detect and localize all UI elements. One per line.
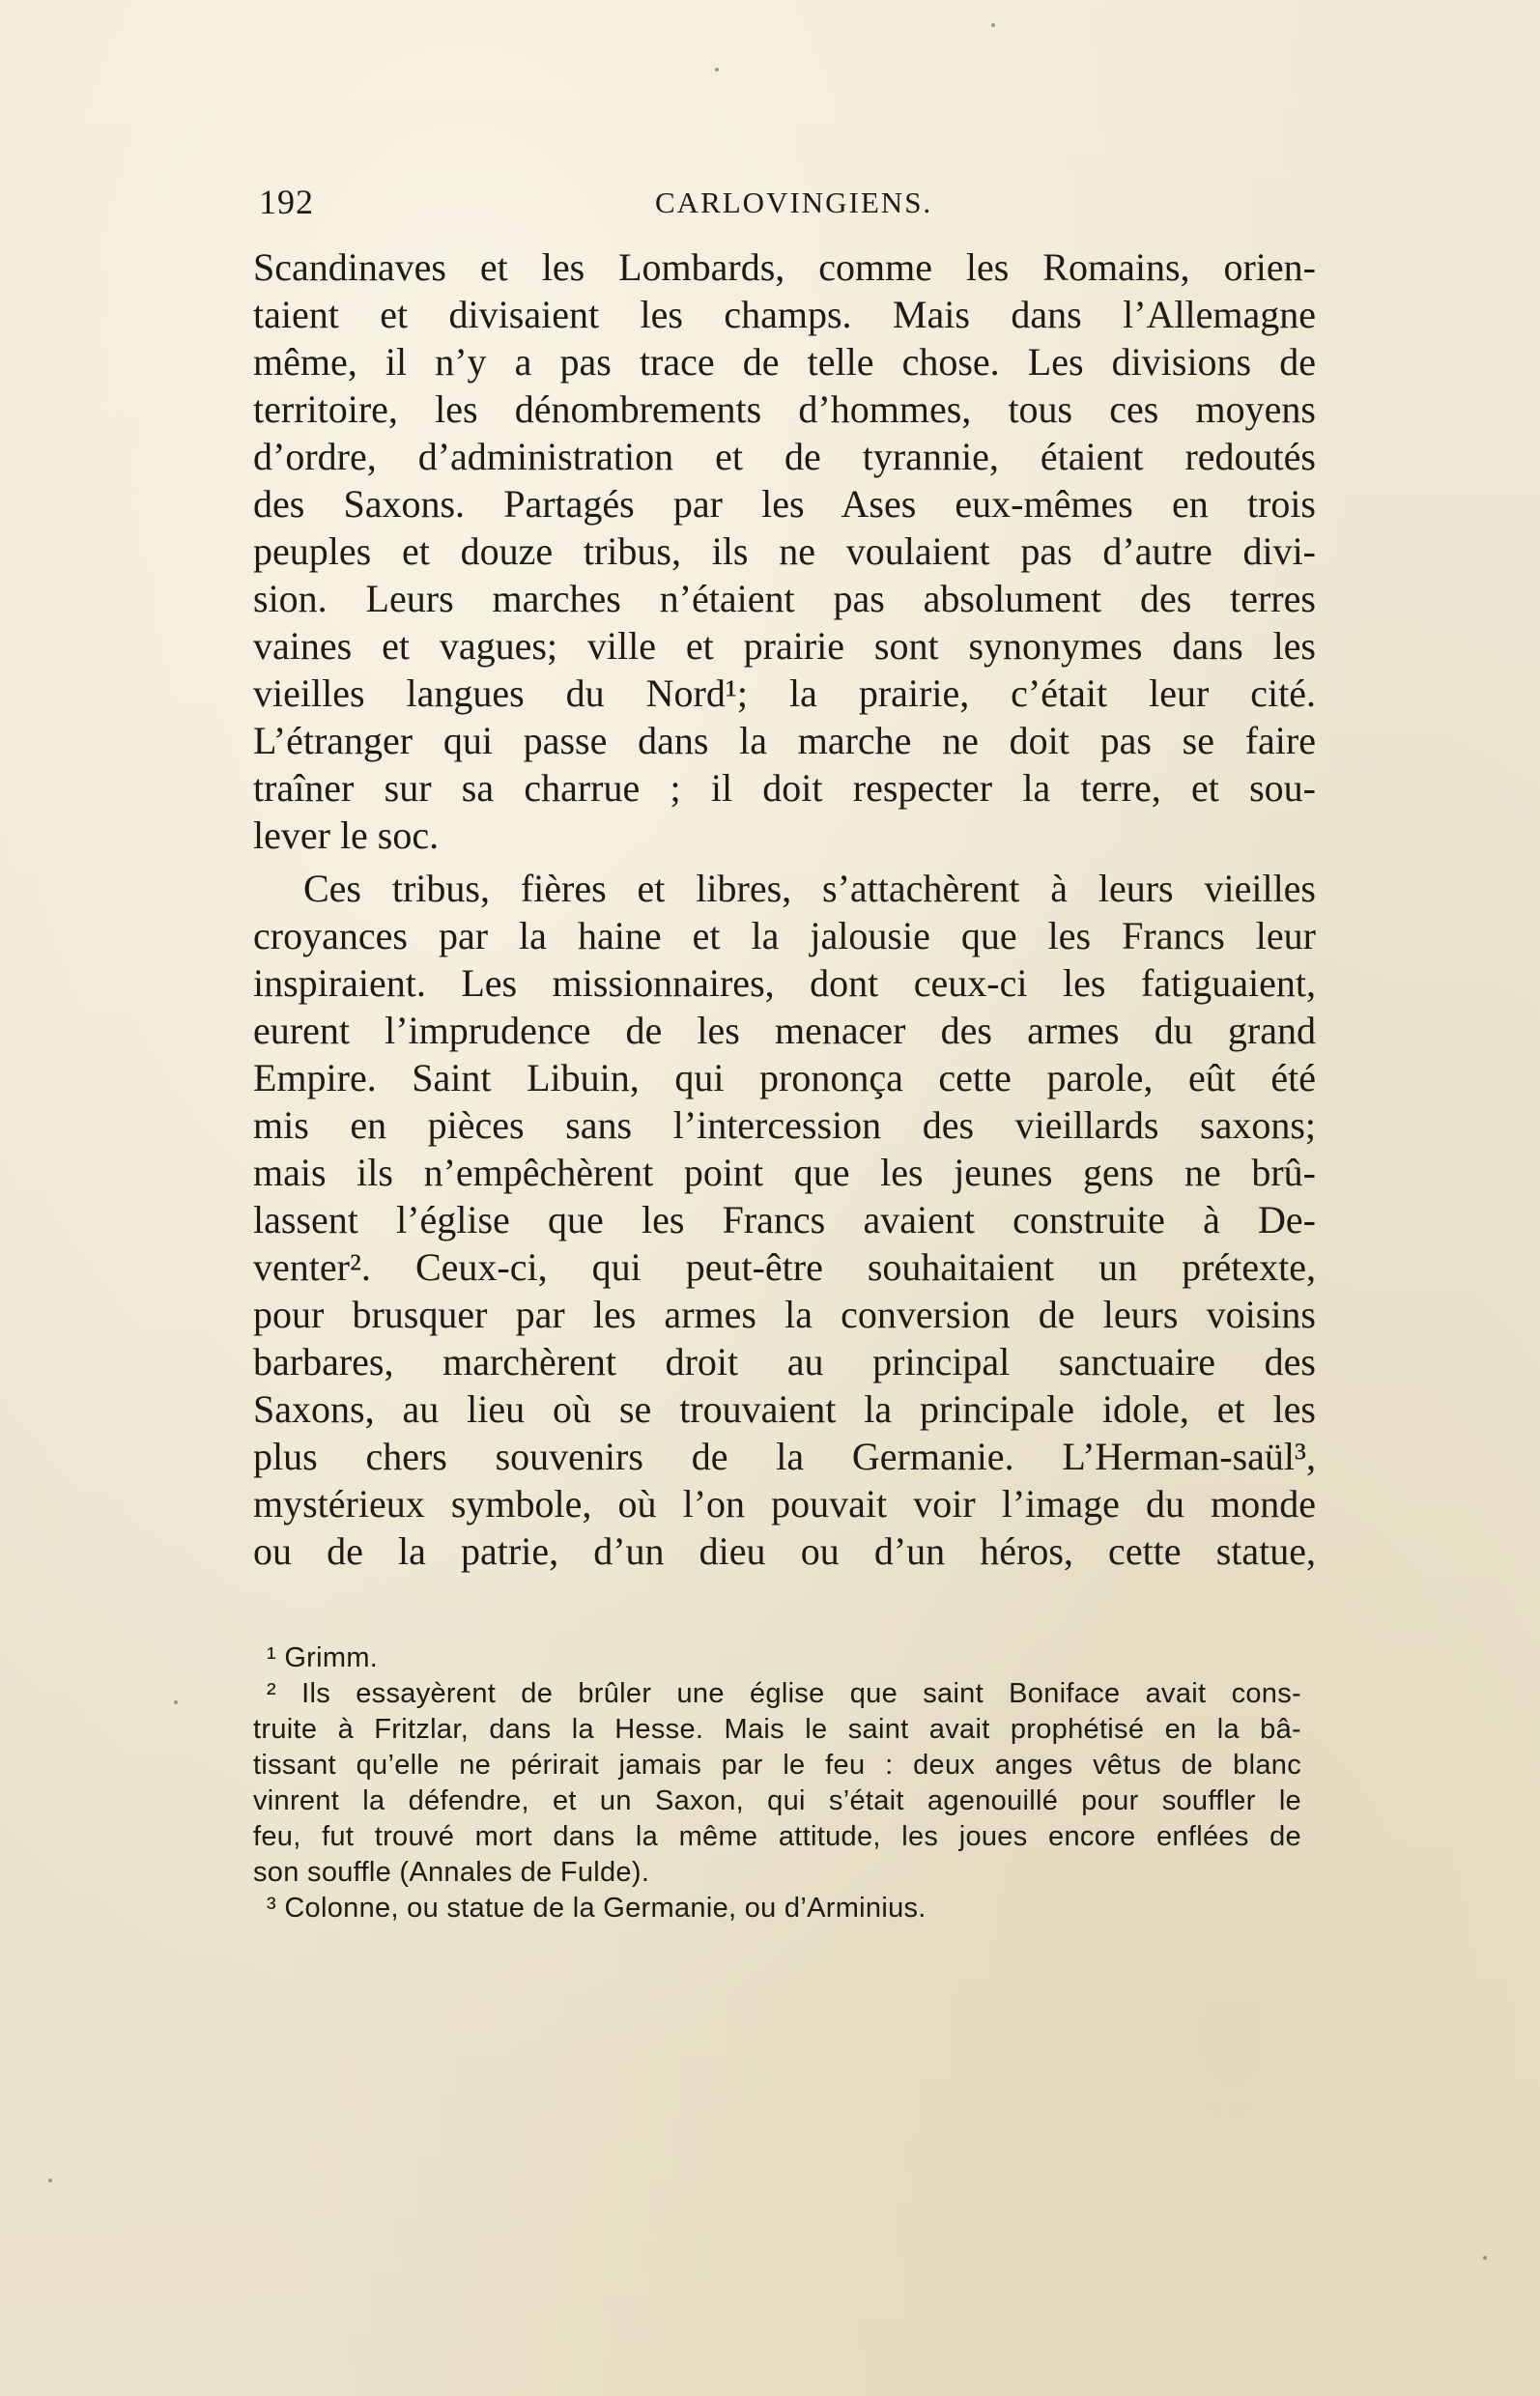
body-line: L’étranger qui passe dans la marche ne doit pas se faire [253, 719, 1316, 762]
running-head: CARLOVINGIENS. [655, 185, 933, 219]
footnote-line: tissant qu’elle ne périrait jamais par le feu : deux anges vêtus de blanc [253, 1750, 1301, 1781]
body-line: d’ordre, d’administration et de tyrannie, étaient redoutés [253, 435, 1316, 478]
body-line: sion. Leurs marches n’étaient pas absolument des terres [253, 577, 1316, 620]
body-line: traîner sur sa charrue ; il doit respecter la terre, et sou- [253, 766, 1316, 810]
paper-speck [991, 23, 995, 27]
body-line: territoire, les dénombrements d’hommes, tous ces moyens [253, 387, 1316, 431]
body-line: Saxons, au lieu où se trouvaient la principale idole, et les [253, 1387, 1316, 1431]
body-line: plus chers souvenirs de la Germanie. L’Herman-saül³, [253, 1435, 1316, 1478]
body-line: barbares, marchèrent droit au principal sanctuaire des [253, 1340, 1316, 1383]
footnote-line: truite à Fritzlar, dans la Hesse. Mais le saint avait prophétisé en la bâ- [253, 1714, 1301, 1745]
footnote-line: vinrent la défendre, et un Saxon, qui s’était agenouillé pour souffler le [253, 1785, 1301, 1816]
body-line: mais ils n’empêchèrent point que les jeunes gens ne brû- [253, 1151, 1316, 1194]
page-number: 192 [259, 183, 314, 221]
body-line: pour brusquer par les armes la conversion de leurs voisins [253, 1293, 1316, 1336]
body-line: peuples et douze tribus, ils ne voulaient pas d’autre divi- [253, 529, 1316, 573]
body-line: mis en pièces sans l’intercession des vieillards saxons; [253, 1103, 1316, 1147]
body-line: croyances par la haine et la jalousie que les Francs leur [253, 914, 1316, 957]
page-header [259, 182, 1302, 230]
body-line: des Saxons. Partagés par les Ases eux-mêmes en trois [253, 482, 1316, 526]
paper-speck [48, 2179, 52, 2182]
body-line: Ces tribus, fières et libres, s’attachèrent à leurs vieilles [303, 867, 1316, 910]
paragraph-2 [253, 865, 1316, 1575]
body-text [253, 243, 1316, 1575]
body-line: Empire. Saint Libuin, qui prononça cette parole, eût été [253, 1056, 1316, 1099]
footnote-line: son souffle (Annales de Fulde). [253, 1857, 650, 1888]
body-line: venter². Ceux-ci, qui peut-être souhaitaient un prétexte, [253, 1245, 1316, 1289]
footnotes [253, 1640, 1301, 1926]
body-line: vieilles langues du Nord¹; la prairie, c’était leur cité. [253, 671, 1316, 715]
footnote-line: ² Ils essayèrent de brûler une église que saint Boniface avait cons- [267, 1678, 1301, 1709]
body-line: taient et divisaient les champs. Mais dans l’Allemagne [253, 293, 1316, 336]
footnote-line: feu, fut trouvé mort dans la même attitude, les joues encore enflées de [253, 1821, 1301, 1852]
body-line: même, il n’y a pas trace de telle chose. Les divisions de [253, 340, 1316, 384]
body-line: ou de la patrie, d’un dieu ou d’un héros, cette statue, [253, 1529, 1316, 1573]
paper-speck [174, 1700, 178, 1704]
paper-speck [1483, 2256, 1487, 2260]
footnote-line: ¹ Grimm. [267, 1642, 379, 1673]
body-line: eurent l’imprudence de les menacer des armes du grand [253, 1009, 1316, 1052]
body-line: inspiraient. Les missionnaires, dont ceux-ci les fatiguaient, [253, 961, 1316, 1005]
body-line: lassent l’église que les Francs avaient construite à De- [253, 1198, 1316, 1241]
body-line: Scandinaves et les Lombards, comme les Romains, orien- [253, 245, 1316, 289]
body-line: mystérieux symbole, où l’on pouvait voir l’image du monde [253, 1482, 1316, 1526]
paper-speck [715, 68, 719, 71]
body-line: vaines et vagues; ville et prairie sont synonymes dans les [253, 624, 1316, 668]
footnote-line: ³ Colonne, ou statue de la Germanie, ou d’Arminius. [267, 1893, 927, 1924]
body-line: lever le soc. [253, 813, 440, 857]
